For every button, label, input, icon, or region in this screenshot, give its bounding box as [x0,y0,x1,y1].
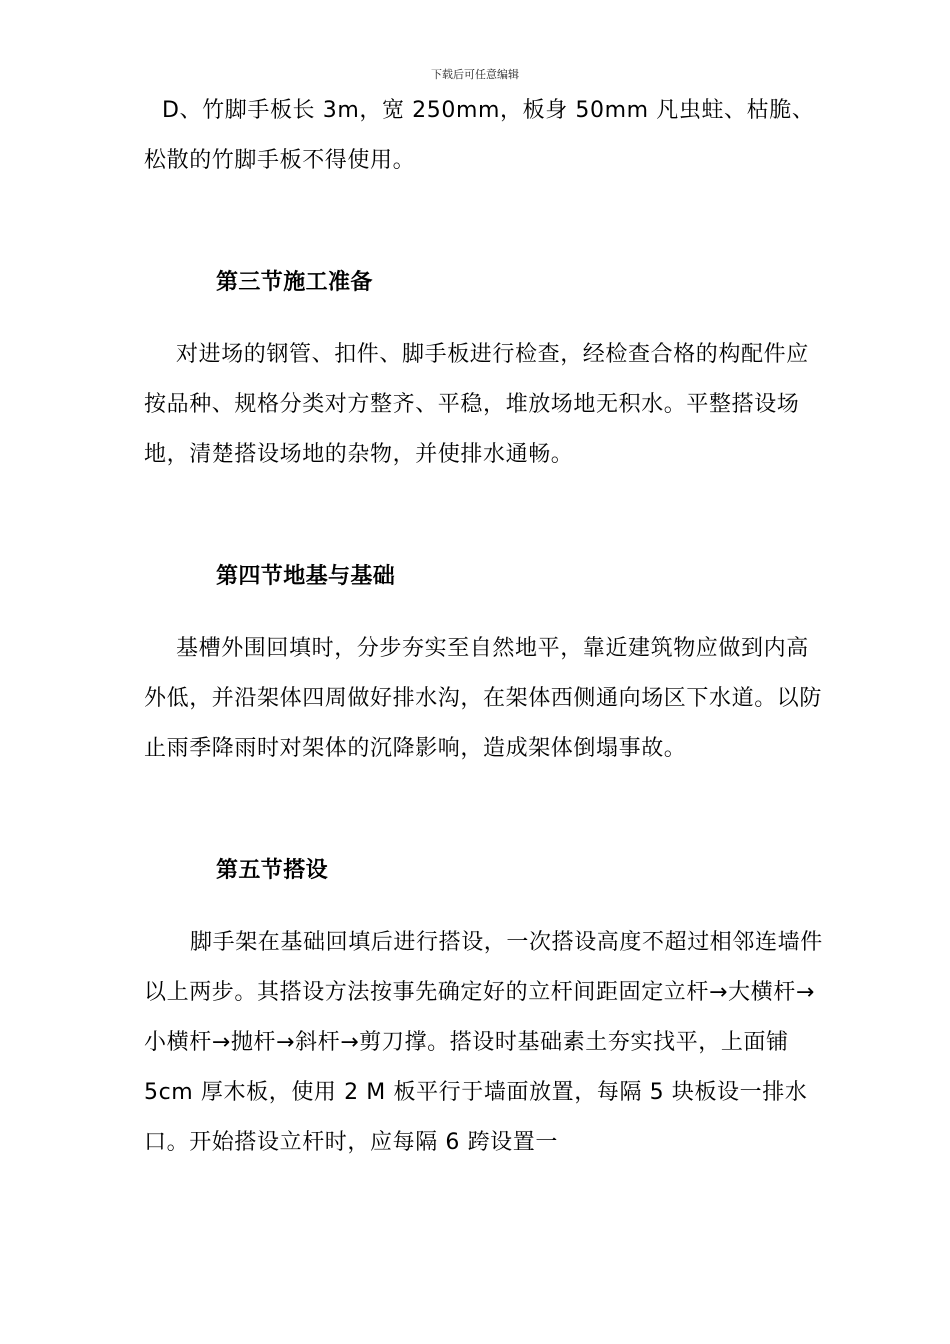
page-header-note: 下载后可任意编辑 [431,68,519,81]
section-4-heading: 第四节地基与基础 [216,564,396,589]
section-5-paragraph: 脚手架在基础回填后进行搭设，一次搭设高度不超过相邻连墙件以上两步。其搭设方法按事先确定好的立杆间距固定立杆→大横杆→小横杆→抛杆→斜杆→剪刀撑。搭设时基础素土夯实找平，上面铺 5cm 厚木板，使用 2 M 板平行于墙面放置，每隔 5 块板设一排水口。开始搭设立杆时，应每隔 6 跨设置一 [144,930,823,1155]
paragraph-d-item: D、竹脚手板长 3m，宽 250mm，板身 50mm 凡虫蛀、枯脆、松散的竹脚手板不得使用。 [144,98,815,173]
section-5-heading: 第五节搭设 [216,858,329,883]
section-3-paragraph: 对进场的钢管、扣件、脚手板进行检查，经检查合格的构配件应按品种、规格分类对方整齐、平稳，堆放场地无积水。平整搭设场地，清楚搭设场地的杂物，并使排水通畅。 [144,342,809,467]
section-4-paragraph: 基槽外围回填时，分步夯实至自然地平，靠近建筑物应做到内高外低，并沿架体四周做好排水沟，在架体西侧通向场区下水道。以防止雨季降雨时对架体的沉降影响，造成架体倒塌事故。 [144,636,823,761]
document-body [144,86,824,1168]
section-3-heading: 第三节施工准备 [216,270,373,295]
